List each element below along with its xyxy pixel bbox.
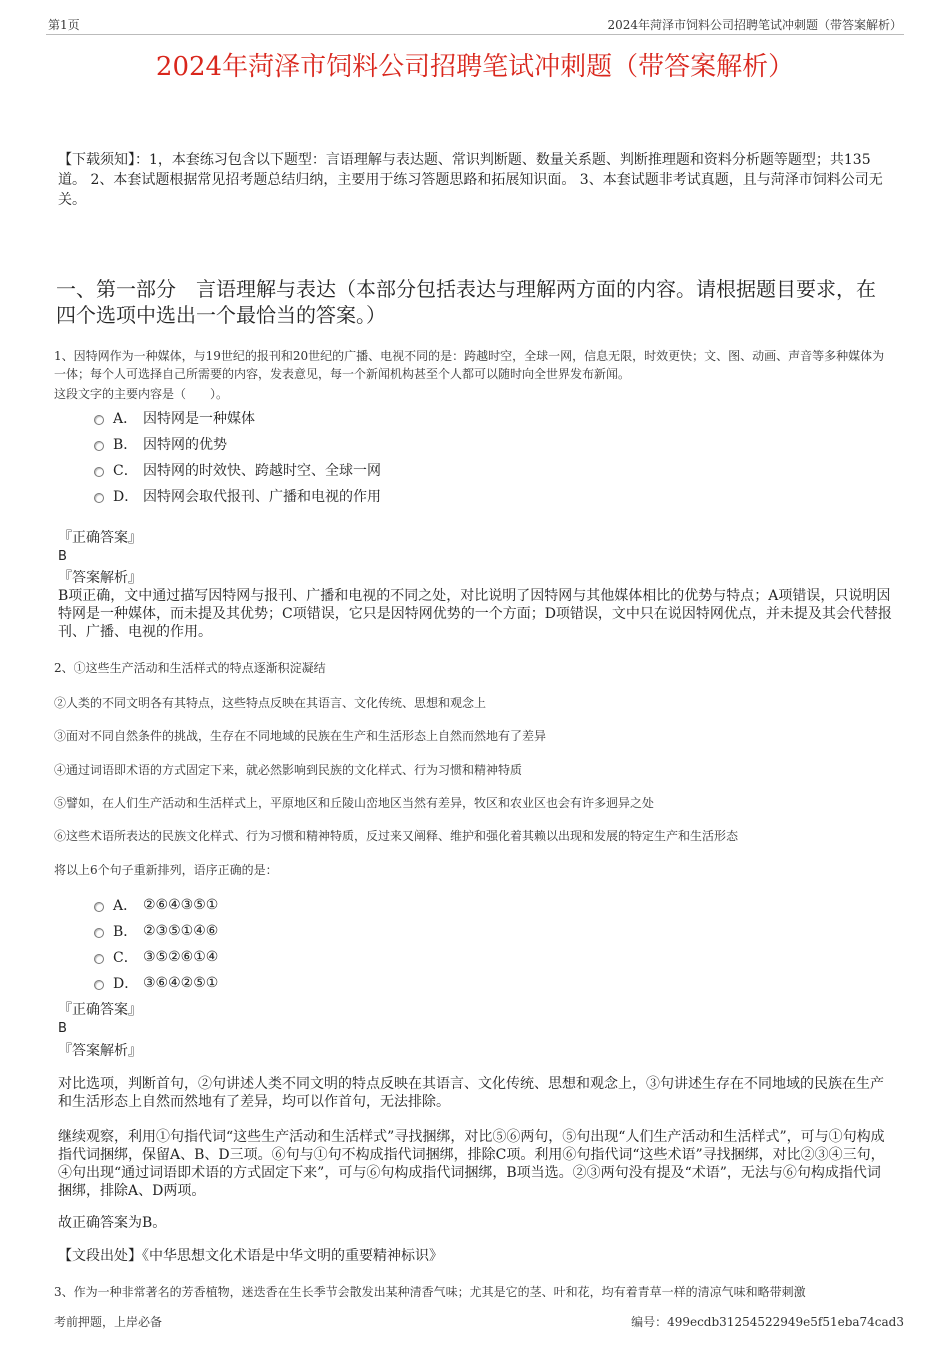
page-number: 第1页 [48,18,80,32]
page-header [46,14,904,35]
section-title: 一、第一部分 言语理解与表达（本部分包括表达与理解两方面的内容。请根据题目要求，在四个选项中选出一个最恰当的答案。） [56,277,876,327]
option-b[interactable]: B． 因特网的优势 [94,431,381,457]
question-2-sentence-4: ④通过词语即术语的方式固定下来，就必然影响到民族的文化样式、行为习惯和精神特质 [54,763,523,777]
question-2-options [94,892,218,996]
radio-icon[interactable] [94,902,104,912]
source-citation: 【文段出处】《中华思想文化术语是中华文明的重要精神标识》 [58,1248,443,1264]
answer-value: B [58,549,67,564]
footer-serial: 编号：499ecdb31254522949e5f51eba74cad3 [631,1315,904,1329]
answer-label: 『正确答案』 [58,1002,142,1018]
question-2-sentence-2: ②人类的不同文明各有其特点，这些特点反映在其语言、文化传统、思想和观念上 [54,696,487,710]
document-title: 2024年菏泽市饲料公司招聘笔试冲刺题（带答案解析） [155,52,795,82]
answer-value: B [58,1021,67,1036]
question-2-sentence-6: ⑥这些术语所表达的民族文化样式、行为习惯和精神特质，反过来又阐释、维护和强化着其赖以出现和发展的特定生产和生活形态 [54,829,739,843]
option-b[interactable]: B． ②③⑤①④⑥ [94,918,218,944]
footer-slogan: 考前押题，上岸必备 [54,1315,163,1329]
radio-icon[interactable] [94,980,104,990]
question-2-sentence-3: ③面对不同自然条件的挑战，生存在不同地域的民族在生产和生活形态上自然而然地有了差异 [54,729,547,743]
download-notice: 【下载须知】：1，本套练习包含以下题型：言语理解与表达题、常识判断题、数量关系题、判断推理题和资料分析题等题型；共135道。 2、本套试题根据常见招考题总结归纳，主要用于练习答题思路和拓展知识面。 3、本套试题非考试真题，且与菏泽市饲料公司无关。 [58,152,883,208]
radio-icon[interactable] [94,441,104,451]
option-d[interactable]: D． ③⑥④②⑤① [94,970,218,996]
radio-icon[interactable] [94,467,104,477]
analysis-label: 『答案解析』 [58,1043,142,1059]
analysis-label: 『答案解析』 [58,570,142,586]
option-a[interactable]: A． ②⑥④③⑤① [94,892,218,918]
option-c[interactable]: C． ③⑤②⑥①④ [94,944,218,970]
analysis-conclusion: 故正确答案为B。 [58,1215,167,1231]
analysis-paragraph-2: 继续观察，利用①句指代词“这些生产活动和生活样式”寻找捆绑，对比⑤⑥两句，⑤句出现“人们生产活动和生活样式”，可与①句构成指代词捆绑，保留A、B、D三项。⑥句与①句不构成指代词捆绑，排除C项。利用⑥句指代词“这些术语”寻找捆绑，对比②③④三句，④句出现“通过词语即术语的方式固定下来”，可与⑥句构成指代词捆绑，B项当选。②③两句没有提及“术语”，无法与⑥句构成指代词捆绑，排除A、D两项。 [58,1129,885,1199]
question-3-stem: 3、作为一种非常著名的芳香植物，迷迭香在生长季节会散发出某种清香气味；尤其是它的茎、叶和花，均有着青草一样的清凉气味和略带刺激 [54,1285,806,1299]
radio-icon[interactable] [94,493,104,503]
radio-icon[interactable] [94,954,104,964]
radio-icon[interactable] [94,928,104,938]
option-d[interactable]: D． 因特网会取代报刊、广播和电视的作用 [94,483,381,509]
question-2-prompt: 将以上6个句子重新排列，语序正确的是： [54,863,278,877]
radio-icon[interactable] [94,415,104,425]
analysis-paragraph-1: 对比选项，判断首句，②句讲述人类不同文明的特点反映在其语言、文化传统、思想和观念上，③句讲述生存在不同地域的民族在生产和生活形态上自然而然地有了差异，均可以作首句，无法排除。 [58,1076,884,1110]
question-1-prompt: 这段文字的主要内容是（ ）。 [54,387,229,401]
option-a[interactable]: A． 因特网是一种媒体 [94,405,381,431]
header-doc-title: 2024年菏泽市饲料公司招聘笔试冲刺题（带答案解析） [607,18,902,32]
question-1-options [94,405,381,509]
analysis-text: B项正确，文中通过描写因特网与报刊、广播和电视的不同之处，对比说明了因特网与其他媒体相比的优势与特点；A项错误，只说明因特网是一种媒体，而未提及其优势；C项错误，它只是因特网优势的一个方面；D项错误，文中只在说因特网优点，并未提及其会代替报刊、广播、电视的作用。 [58,588,892,640]
question-2-sentence-5: ⑤譬如，在人们生产活动和生活样式上，平原地区和丘陵山峦地区当然有差异，牧区和农业区也会有许多迥异之处 [54,796,655,810]
question-2-sentence-1: 2、①这些生产活动和生活样式的特点逐渐积淀凝结 [54,661,326,675]
question-1-stem: 1、因特网作为一种媒体，与19世纪的报刊和20世纪的广播、电视不同的是：跨越时空，全球一网，信息无限，时效更快；文、图、动画、声音等多种媒体为一体；每个人可选择自己所需要的内容，发表意见，每一个新闻机构甚至个人都可以随时向全世界发布新闻。 [54,349,885,381]
option-c[interactable]: C． 因特网的时效快、跨越时空、全球一网 [94,457,381,483]
answer-label: 『正确答案』 [58,530,142,546]
